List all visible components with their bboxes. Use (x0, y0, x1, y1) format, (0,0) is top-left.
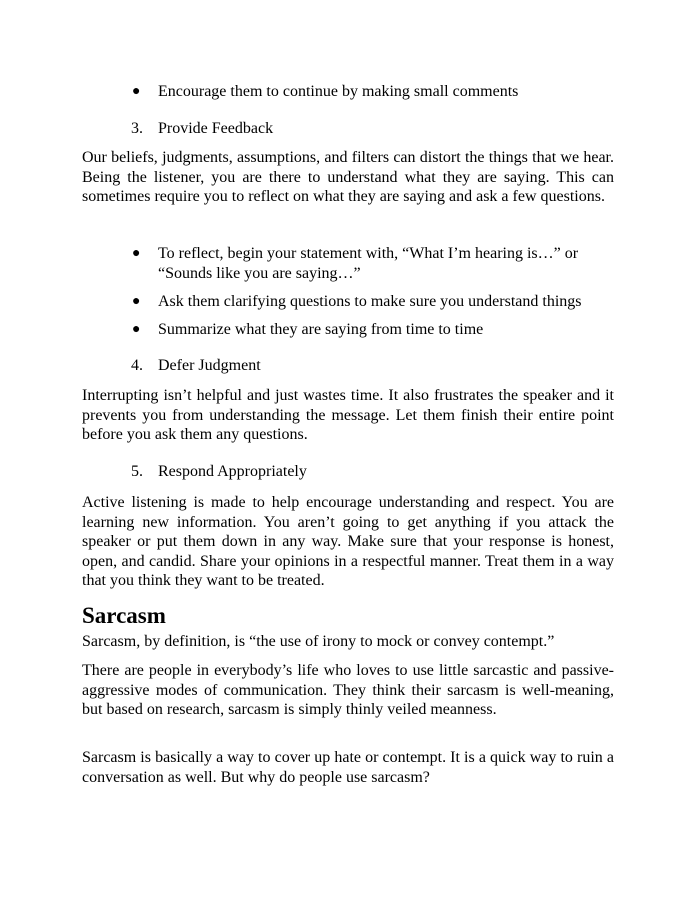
paragraph-respond: Active listening is made to help encourage understanding and respect. You are learning new information. You aren’t going to get anything if you attack the speaker or put them down in any way. Make sure that your response is honest, open, and candid. Share your opinions in a respectful manner. Treat them in a way that you think they want to be treated. (82, 494, 614, 589)
list-number: 4. (131, 357, 143, 374)
bullet-icon: ● (132, 84, 141, 99)
list-number: 3. (131, 120, 143, 137)
paragraph-feedback: Our beliefs, judgments, assumptions, and filters can distort the things that we hear. Being the listener, you are there to understand what they are saying. This can sometimes require you to reflect on what they are saying and ask a few questions. (82, 149, 614, 205)
list-item (132, 82, 614, 102)
numbered-heading-4 (131, 356, 261, 376)
list-heading-label: Defer Judgment (158, 357, 261, 374)
bullet-icon: ● (132, 322, 141, 337)
list-item (132, 244, 614, 283)
section-heading: Sarcasm (82, 603, 166, 628)
paragraph-sarcasm-why: Sarcasm is basically a way to cover up hate or contempt. It is a quick way to ruin a conversation as well. But why do people use sarcasm? (82, 749, 614, 786)
list-number: 5. (131, 463, 143, 480)
paragraph-sarcasm-definition: Sarcasm, by definition, is “the use of irony to mock or convey contempt.” (82, 633, 555, 650)
list-item (132, 320, 614, 340)
list-item (132, 292, 614, 312)
list-heading-label: Respond Appropriately (158, 463, 307, 480)
bullet-icon: ● (132, 294, 141, 309)
bullet-icon: ● (132, 246, 141, 261)
numbered-heading-5 (131, 462, 307, 482)
list-item-text: Ask them clarifying questions to make sure you understand things (158, 293, 582, 310)
list-item-text: Encourage them to continue by making small comments (158, 83, 519, 100)
list-heading-label: Provide Feedback (158, 120, 274, 137)
list-item-text: To reflect, begin your statement with, “What I’m hearing is…” or “Sounds like you are saying…” (158, 245, 579, 282)
paragraph-defer: Interrupting isn’t helpful and just wastes time. It also frustrates the speaker and it prevents you from understanding the message. Let them finish their entire point before you ask them any questions. (82, 387, 614, 443)
numbered-heading-3 (131, 119, 274, 139)
list-item-text: Summarize what they are saying from time to time (158, 321, 484, 338)
paragraph-sarcasm-people: There are people in everybody’s life who loves to use little sarcastic and passive-aggressive modes of communication. They think their sarcasm is well-meaning, but based on research, sarcasm is simply thinly veiled meanness. (82, 662, 614, 718)
